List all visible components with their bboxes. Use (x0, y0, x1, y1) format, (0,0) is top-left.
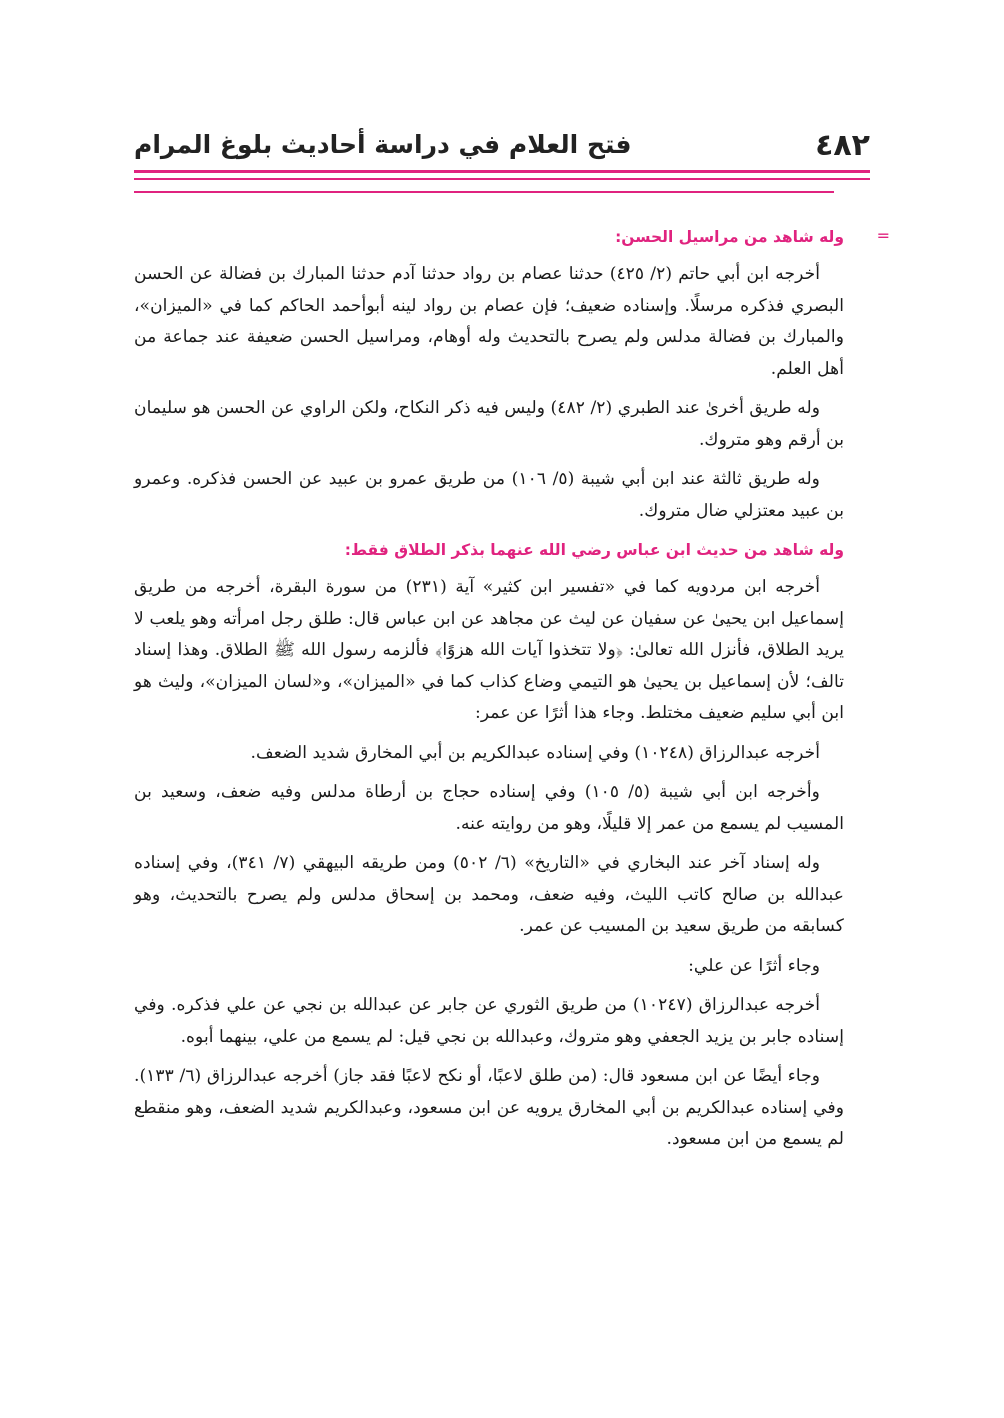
book-title: فتح العلام في دراسة أحاديث بلوغ المرام (134, 130, 632, 159)
paragraph: وأخرجه ابن أبي شيبة (٥/ ١٠٥) وفي إسناده حجاج بن أرطاة مدلس وفيه ضعف، وسعيد بن المسيب لم يسمع من عمر إلا قليلًا، وهو من روايته عنه. (134, 782, 844, 834)
paragraph: أخرجه ابن أبي حاتم (٢/ ٤٢٥) حدثنا عصام بن رواد حدثنا آدم حدثنا المبارك بن فضالة عن الحسن البصري فذكره مرسلًا. وإسناده ضعيف؛ فإن عصام بن رواد لينه أبوأحمد الحاكم كما في «الميزان»، والمبارك بن فضالة مدلس ولم يصرح بالتحديث وله أوهام، ومراسيل الحسن ضعيفة عند جماعة من أهل العلم. (134, 264, 844, 379)
page-number: ٤٨٢ (815, 128, 870, 163)
paragraph: وجاء أيضًا عن ابن مسعود قال: (من طلق لاعبًا، أو نكح لاعبًا فقد جاز) أخرجه عبدالرزاق (٦/ ١٣٣). وفي إسناده عبدالكريم بن أبي المخارق يرويه عن ابن مسعود، وعبدالكريم شديد الضعف، وهو منقطع لم يسمع من ابن مسعود. (134, 1066, 844, 1149)
paragraph: أخرجه عبدالرزاق (١٠٢٤٧) من طريق الثوري عن جابر عن عبدالله بن نجي عن علي فذكره. وفي إسناده جابر بن يزيد الجعفي وهو متروك، وعبدالله بن نجي قيل: لم يسمع من علي، بينهما أبوه. (134, 995, 844, 1047)
paragraph: وجاء أثرًا عن علي: (688, 955, 820, 976)
page-header (134, 128, 870, 164)
header-rule-short (134, 191, 834, 193)
page-body (134, 222, 844, 1164)
paragraph: أخرجه عبدالرزاق (١٠٢٤٨) وفي إسناده عبدالكريم بن أبي المخارق شديد الضعف. (250, 742, 820, 763)
paragraph: وله إسناد آخر عند البخاري في «التاريخ» (٦/ ٥٠٢) ومن طريقه البيهقي (٧/ ٣٤١)، وفي إسناده عبدالله بن صالح كاتب الليث، وفيه ضعف، ومحمد بن إسحاق مدلس ولم يصرح بالتحديث، وهو كسابقه من طريق سعيد بن المسيب عن عمر. (134, 853, 844, 936)
header-rule-thin (134, 178, 870, 180)
paragraph: أخرجه ابن مردويه كما في «تفسير ابن كثير» آية (٢٣١) من سورة البقرة، أخرجه من طريق إسماعيل ابن يحيىٰ عن سفيان عن ليث عن مجاهد عن ابن عباس قال: طلق رجل امرأته وهو يلعب لا يريد الطلاق، فأنزل الله تعالىٰ: ﴿ولا تتخذوا آيات الله هزوًا﴾ فألزمه رسول الله ﷺ الطلاق. وهذا إسناد تالف؛ لأن إسماعيل بن يحيىٰ هو التيمي وضاع كذاب كما في «الميزان»، و«لسان الميزان»، وليث هو ابن أبي سليم ضعيف مختلط. وجاء هذا أثرًا عن عمر: (134, 577, 844, 723)
paragraph: وله طريق ثالثة عند ابن أبي شيبة (٥/ ١٠٦) من طريق عمرو بن عبيد عن الحسن فذكره. وعمرو بن عبيد معتزلي ضال متروك. (134, 469, 844, 521)
section-heading-hasan: وله شاهد من مراسيل الحسن: (615, 228, 844, 246)
paragraph: وله طريق أخرىٰ عند الطبري (٢/ ٤٨٢) وليس فيه ذكر النكاح، ولكن الراوي عن الحسن هو سليمان بن أرقم وهو متروك. (134, 398, 844, 450)
margin-continuation-mark: = (876, 226, 890, 245)
header-rule-thick (134, 170, 870, 173)
section-heading-ibn-abbas: وله شاهد من حديث ابن عباس رضي الله عنهما بذكر الطلاق فقط: (344, 541, 844, 559)
